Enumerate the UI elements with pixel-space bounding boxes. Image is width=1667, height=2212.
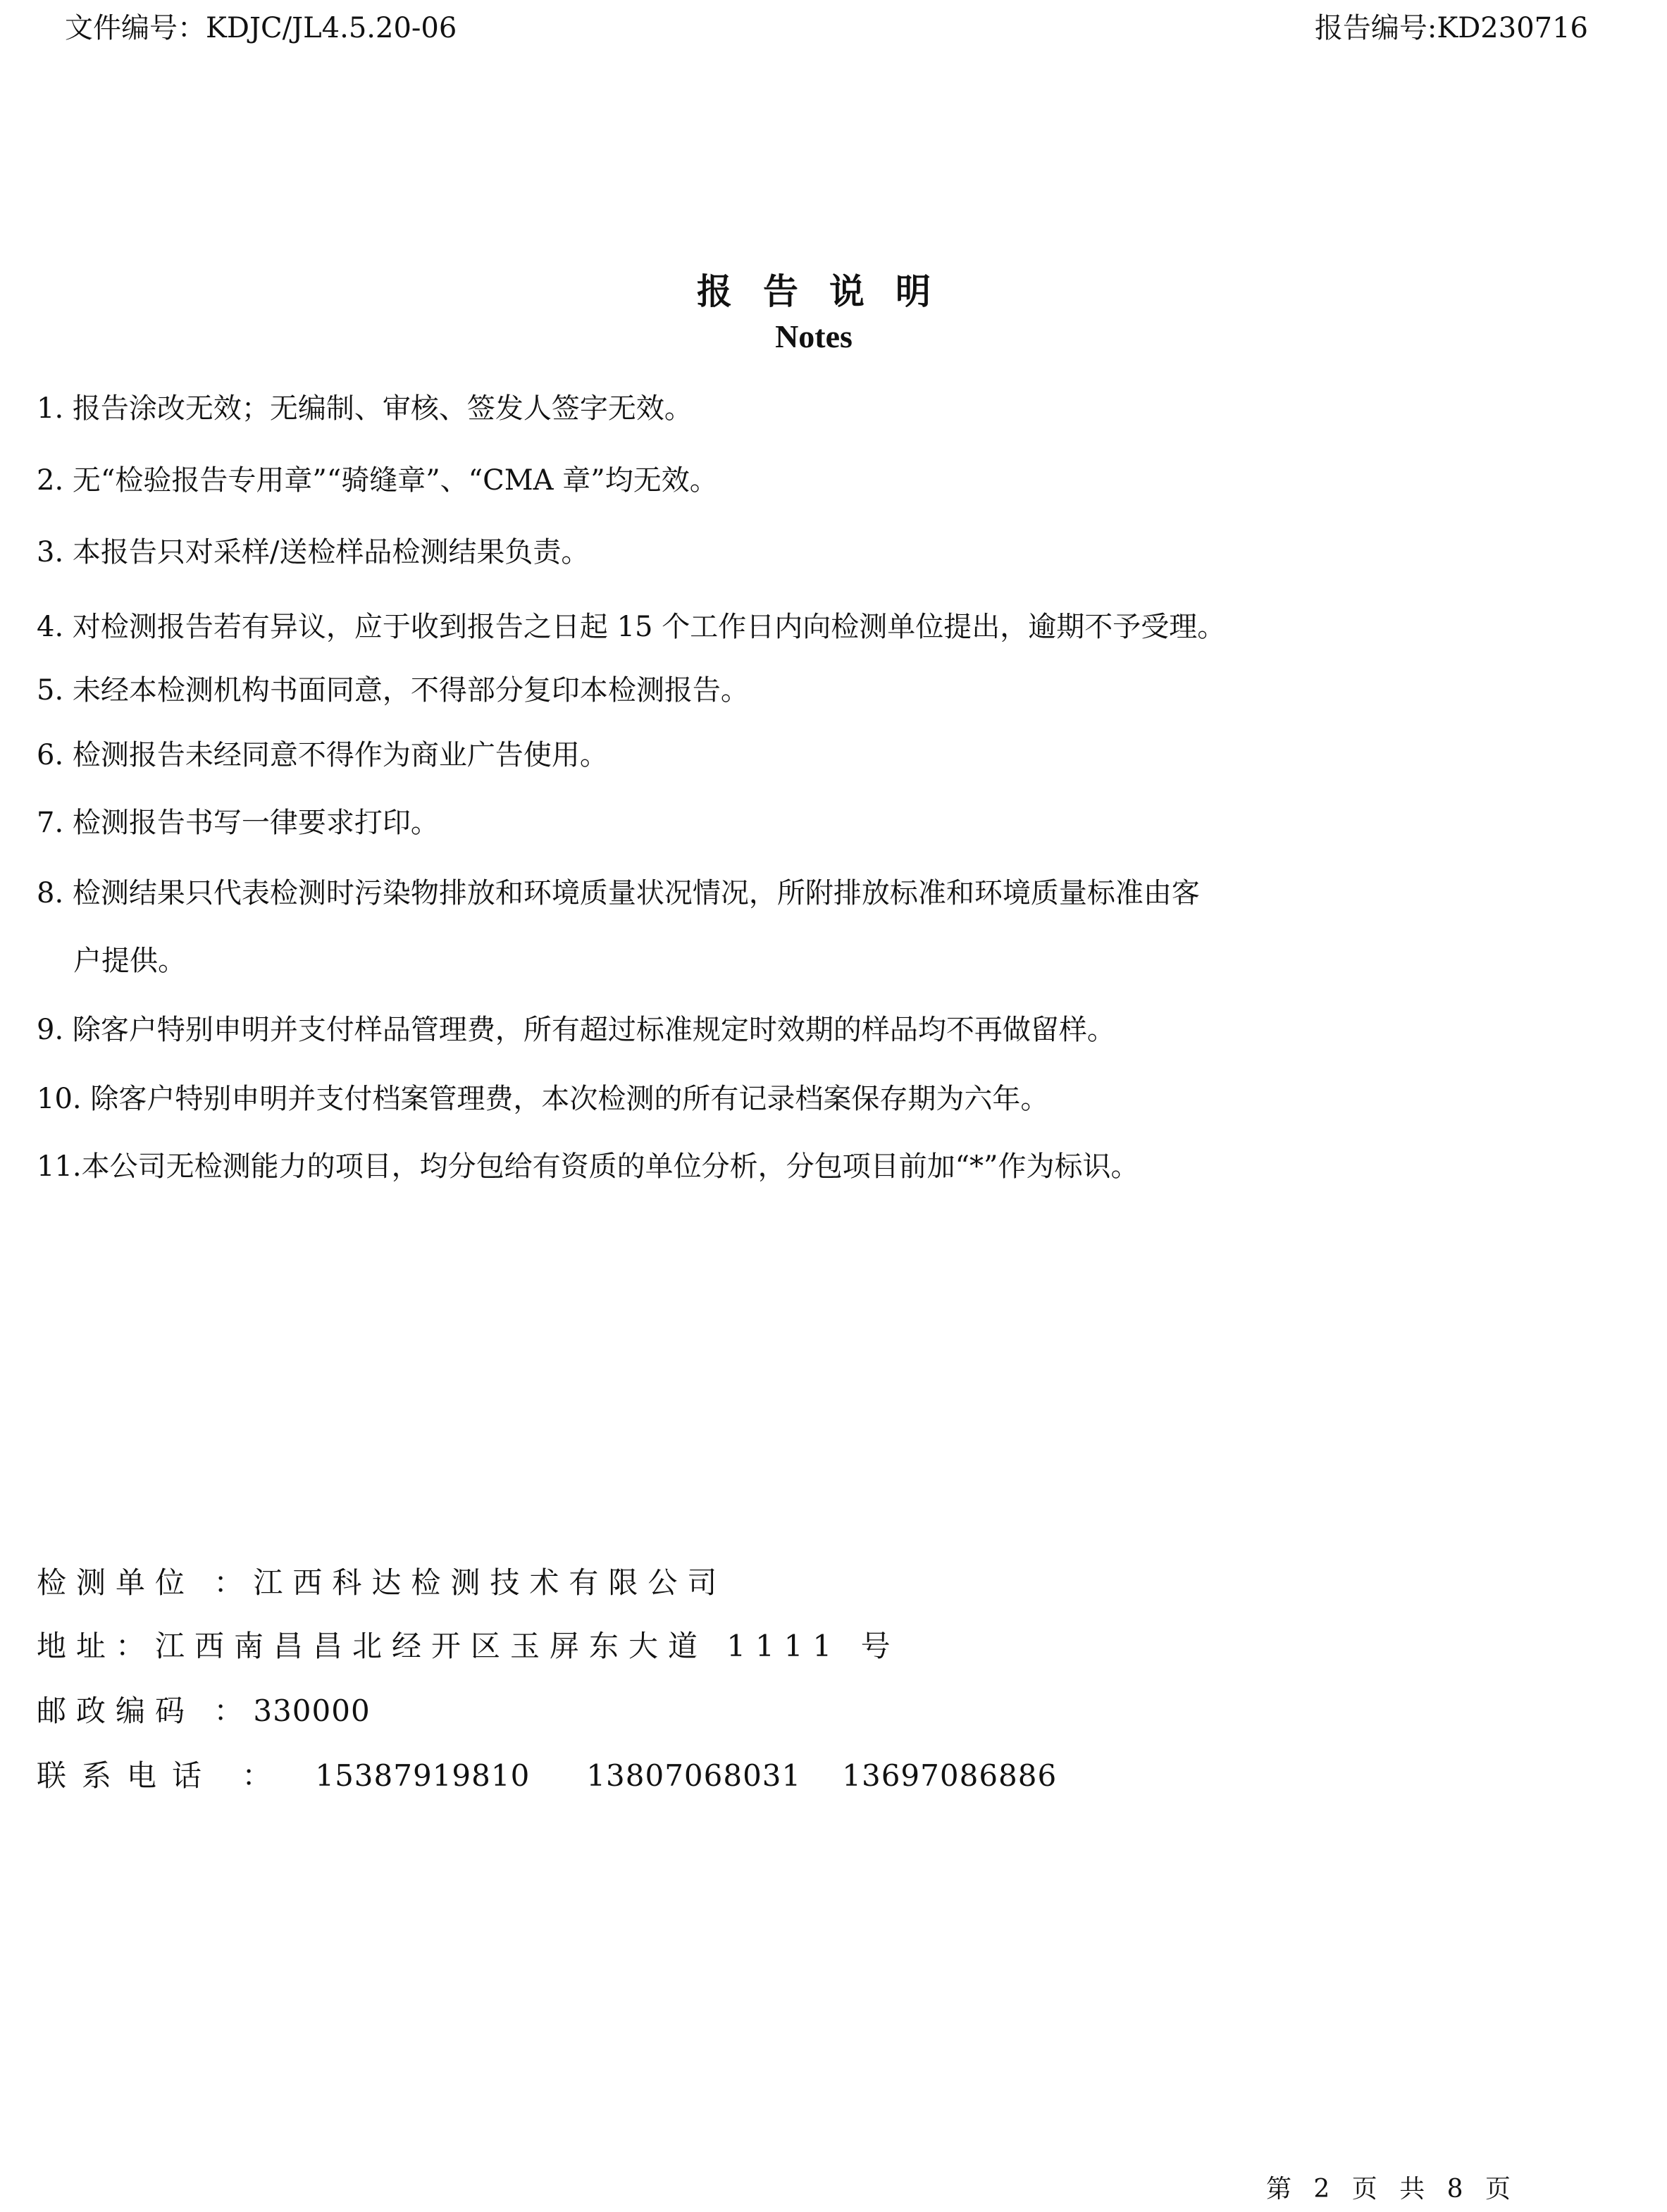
address-line <box>37 1624 900 1668</box>
note-item-8-continued: 户提供。 <box>73 945 186 977</box>
note-item-1: 1. 报告涂改无效；无编制、审核、签发人签字无效。 <box>37 392 693 425</box>
testing-unit-line <box>37 1561 726 1605</box>
report-number: 报告编号:KD230716 <box>1314 12 1588 44</box>
note-item-11: 11.本公司无检测能力的项目，均分包给有资质的单位分析，分包项目前加“*”作为标识。 <box>37 1150 1139 1183</box>
page-subtitle: Notes <box>775 318 853 354</box>
note-item-9: 9. 除客户特别申明并支付样品管理费，所有超过标准规定时效期的样品均不再做留样。 <box>37 1014 1115 1046</box>
page-title: 报告说明 <box>697 271 962 312</box>
note-item-2: 2. 无“检验报告专用章”“骑缝章”、“CMA 章”均无效。 <box>37 464 718 497</box>
address-value: 江西南昌昌北经开区玉屏东大道 1111 号 <box>155 1629 900 1663</box>
address-label: 地址： <box>37 1629 156 1663</box>
phone-number-1: 15387919810 <box>315 1758 531 1793</box>
phone-label: 联系电话 ： <box>37 1758 287 1793</box>
note-item-6: 6. 检测报告未经同意不得作为商业广告使用。 <box>37 739 608 771</box>
phone-number-2: 13807068031 <box>586 1758 802 1793</box>
postcode-label: 邮政编码 ： <box>37 1694 254 1728</box>
postcode-value: 330000 <box>253 1694 371 1728</box>
note-item-8: 8. 检测结果只代表检测时污染物排放和环境质量状况情况，所附排放标准和环境质量标准由客 <box>37 877 1200 909</box>
testing-unit-label: 检测单位 ： <box>37 1565 254 1600</box>
page-number: 第 2 页 共 8 页 <box>1265 2175 1518 2204</box>
note-item-5: 5. 未经本检测机构书面同意，不得部分复印本检测报告。 <box>37 674 749 707</box>
phone-number-3: 13697086886 <box>842 1758 1058 1793</box>
document-number: 文件编号：KDJC/JL4.5.20-06 <box>65 12 457 44</box>
testing-unit-value: 江西科达检测技术有限公司 <box>253 1565 727 1600</box>
note-item-10: 10. 除客户特别申明并支付档案管理费，本次检测的所有记录档案保存期为六年。 <box>37 1083 1049 1115</box>
note-item-4: 4. 对检测报告若有异议，应于收到报告之日起 15 个工作日内向检测单位提出，逾期不予受理。 <box>37 611 1226 643</box>
note-item-7: 7. 检测报告书写一律要求打印。 <box>37 807 439 839</box>
phone-line <box>37 1754 1057 1798</box>
note-item-3: 3. 本报告只对采样/送检样品检测结果负责。 <box>37 536 590 568</box>
postcode-line <box>37 1689 371 1733</box>
